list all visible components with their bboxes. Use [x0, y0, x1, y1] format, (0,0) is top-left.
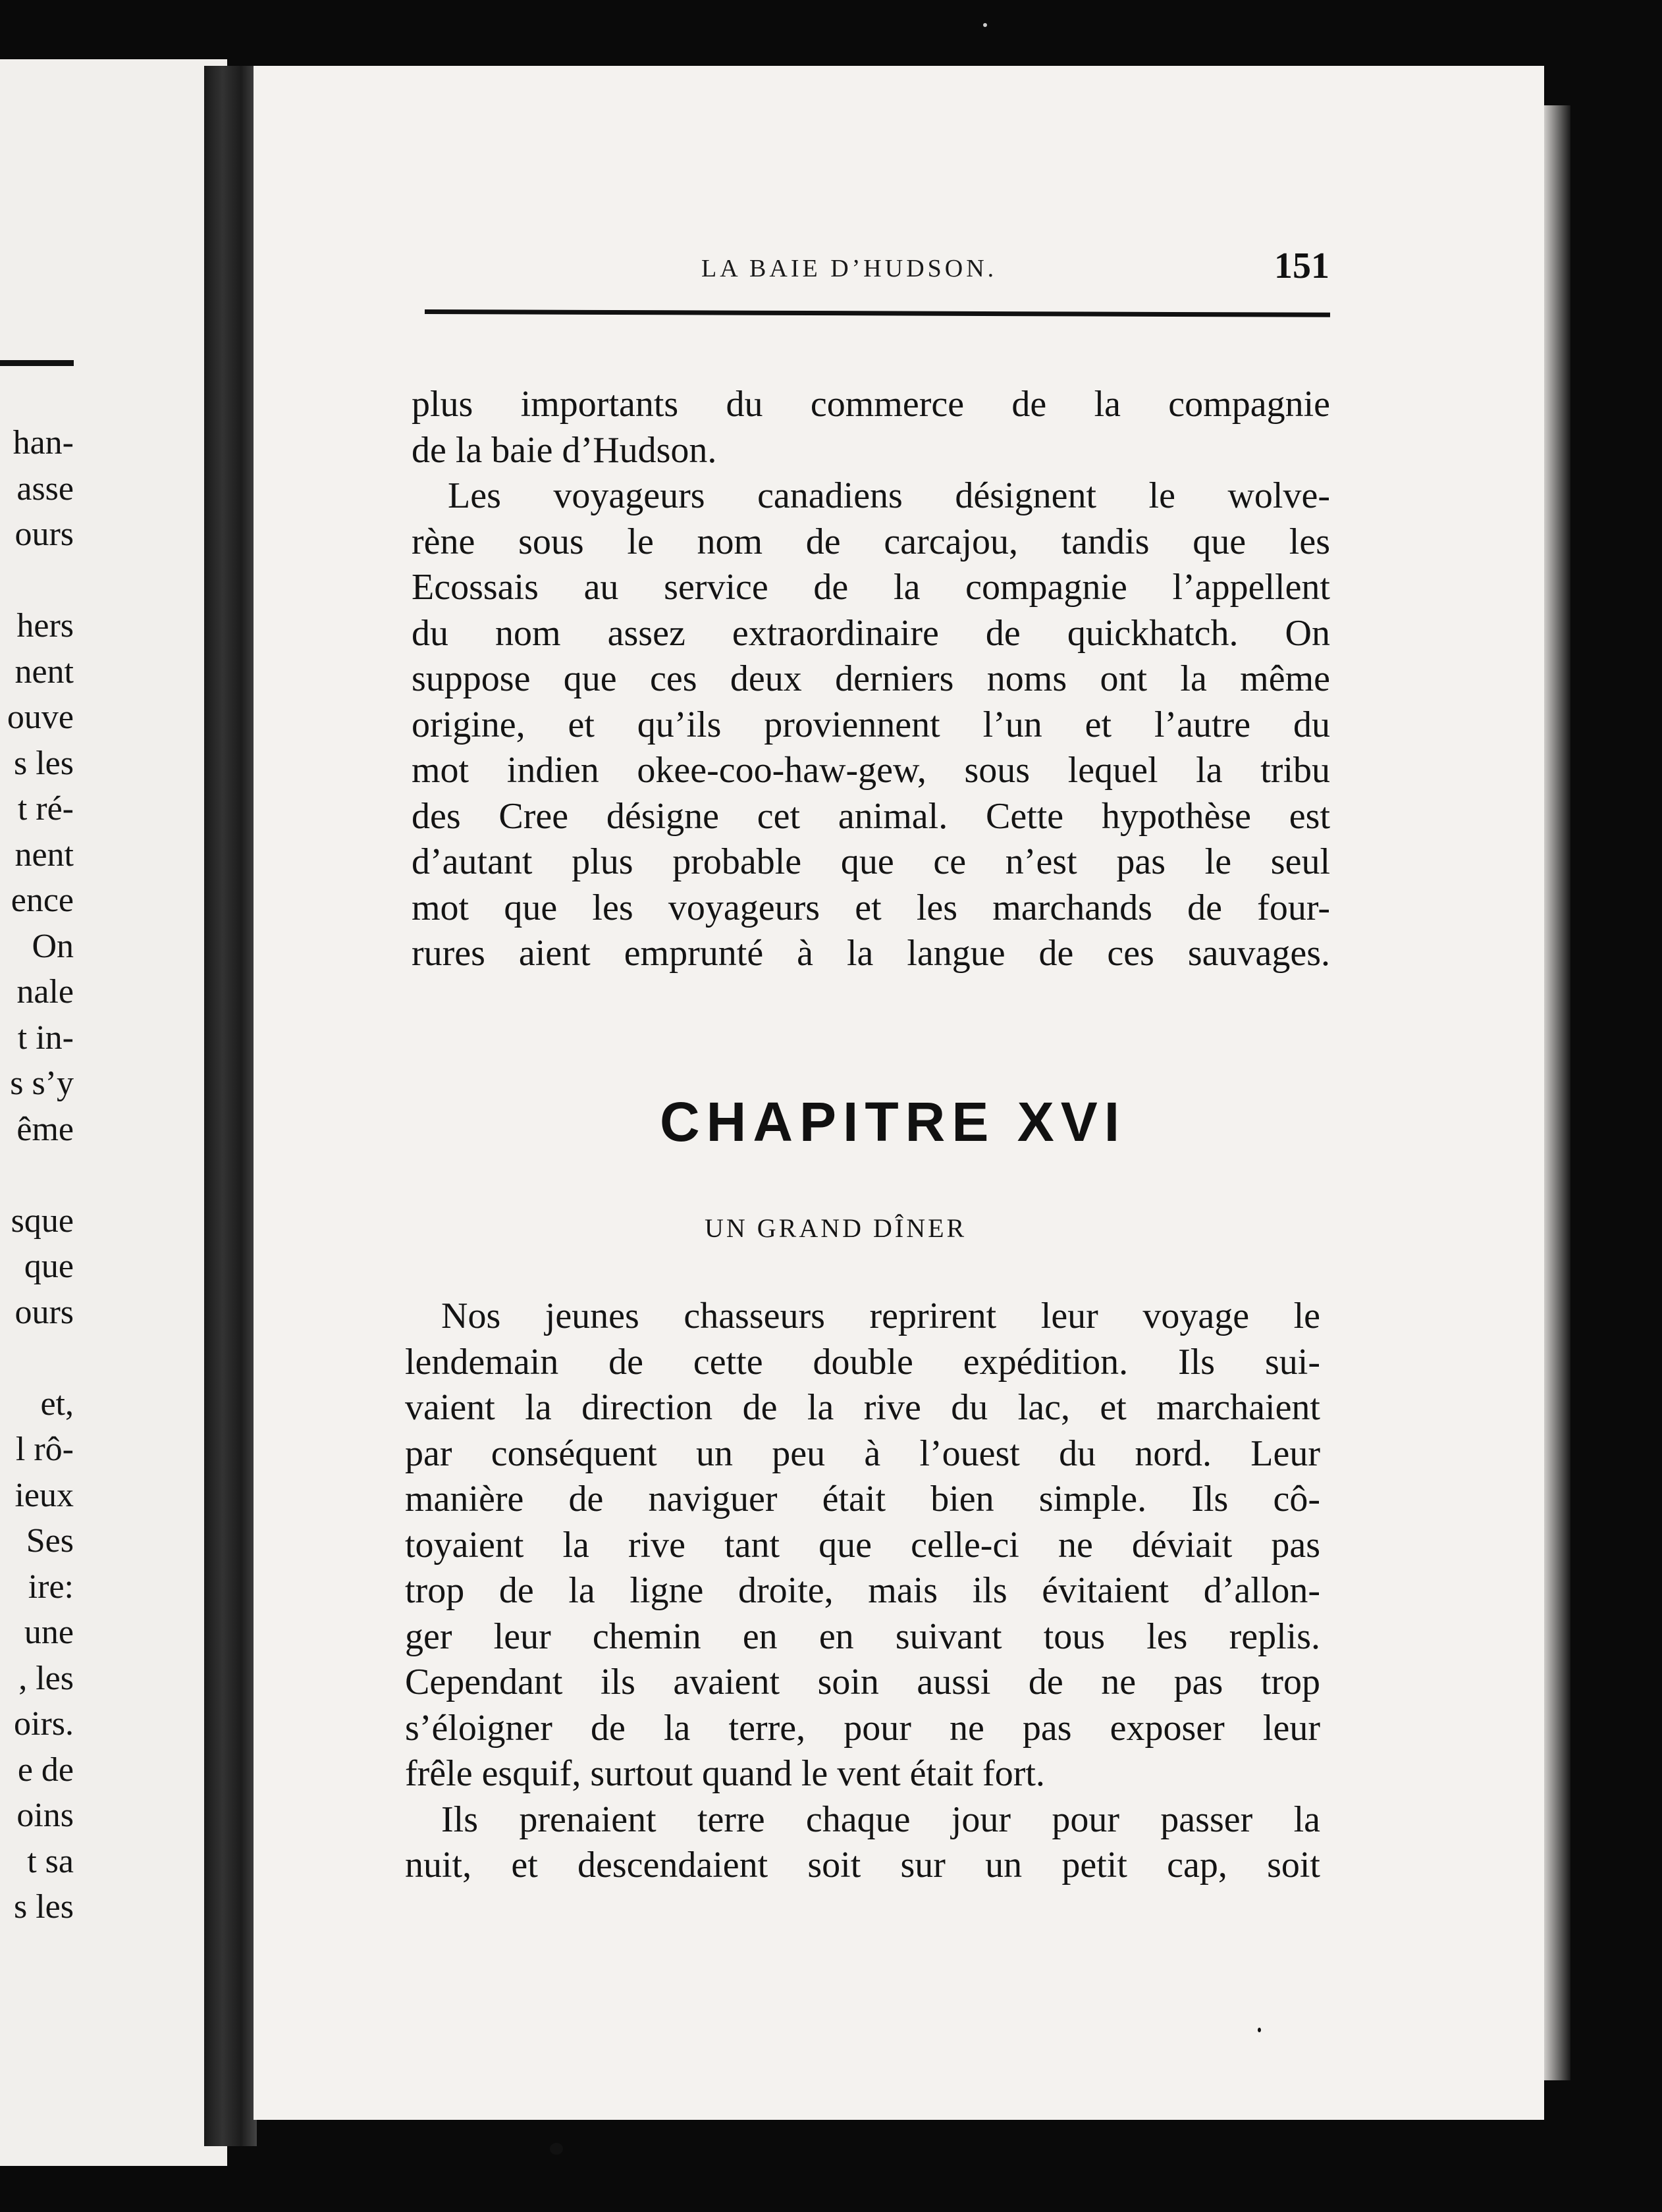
previous-page-line: Ses — [26, 1522, 74, 1560]
body-paragraphs-top — [412, 382, 1330, 977]
text-line: du nom assez extraordinaire de quickhatch. On — [412, 612, 1330, 654]
previous-page-line: ouve — [7, 698, 74, 736]
scan-speck — [983, 23, 987, 27]
previous-page-line: hers — [16, 607, 74, 645]
text-line: par conséquent un peu à l’ouest du nord. Leur — [405, 1433, 1320, 1474]
previous-page-line: e de — [17, 1751, 74, 1789]
previous-page-line — [0, 1152, 74, 1198]
previous-page-text — [0, 420, 74, 1930]
previous-page-line: ours — [14, 515, 74, 553]
previous-page-line: nent — [14, 835, 74, 874]
text-line: de la baie d’Hudson. — [412, 429, 717, 471]
previous-page-line: oins — [16, 1797, 74, 1834]
chapter-subtitle: UN GRAND DÎNER — [705, 1213, 967, 1243]
text-line: lendemain de cette double expédition. Ils sui- — [405, 1341, 1320, 1382]
previous-page-line: oirs. — [14, 1705, 74, 1743]
text-line: vaient la direction de la rive du lac, et marchaient — [405, 1387, 1320, 1428]
page-edge-shadow — [1544, 105, 1570, 2080]
text-line: trop de la ligne droite, mais ils évitaient d’allon- — [405, 1570, 1320, 1611]
text-line: Nos jeunes chasseurs reprirent leur voyage le — [441, 1296, 1320, 1336]
text-line: rures aient emprunté à la langue de ces sauvages. — [412, 933, 1330, 974]
body-paragraphs-chapter — [405, 1294, 1320, 1889]
text-line: Ils prenaient terre chaque jour pour passer la — [441, 1799, 1320, 1840]
previous-page-line: ours — [14, 1293, 74, 1331]
previous-page-line: ieux — [14, 1476, 74, 1514]
text-line: Les voyageurs canadiens désignent le wolve- — [448, 475, 1330, 516]
text-line: Ecossais au service de la compagnie l’appellent — [412, 567, 1330, 608]
text-line: s’éloigner de la terre, pour ne pas exposer leur — [405, 1707, 1320, 1749]
text-line: des Cree désigne cet animal. Cette hypothèse est — [412, 795, 1330, 837]
previous-page-line: ire: — [28, 1567, 74, 1606]
text-line: manière de naviguer était bien simple. Ils cô- — [405, 1479, 1320, 1519]
text-line: rène sous le nom de carcajou, tandis que les — [412, 521, 1330, 562]
book-gutter — [204, 66, 257, 2146]
text-line: mot que les voyageurs et les marchands de four- — [412, 887, 1330, 928]
scan-speck — [550, 2143, 563, 2155]
previous-page-line: s s’y — [10, 1065, 74, 1102]
previous-page-line: ême — [16, 1110, 74, 1148]
previous-page-line: s les — [14, 1888, 74, 1926]
previous-page-line: sque — [11, 1201, 74, 1240]
page-number: 151 — [1274, 246, 1329, 286]
previous-page-line: et, — [40, 1384, 74, 1423]
previous-page — [0, 59, 227, 2166]
previous-page-line: t ré- — [17, 790, 74, 828]
text-line: Cependant ils avaient soin aussi de ne pas trop — [405, 1662, 1320, 1702]
previous-page-line: t in- — [17, 1018, 74, 1057]
previous-page-line: s les — [14, 744, 74, 782]
previous-page-line — [0, 1335, 74, 1381]
previous-page-line: , les — [18, 1659, 74, 1697]
scan-speck — [1258, 2028, 1261, 2032]
text-line: plus importants du commerce de la compagnie — [412, 384, 1330, 425]
running-head: LA BAIE D’HUDSON. — [701, 255, 998, 282]
text-line: ger leur chemin en en suivant tous les replis. — [405, 1616, 1320, 1657]
previous-page-line — [0, 558, 74, 604]
previous-page-line: On — [32, 927, 74, 965]
previous-page-line: une — [24, 1614, 74, 1651]
text-line: mot indien okee-coo-haw-gew, sous lequel la tribu — [412, 750, 1330, 791]
text-line: nuit, et descendaient soit sur un petit cap, soit — [405, 1845, 1320, 1885]
previous-page-line: l rô- — [15, 1431, 74, 1468]
text-line: origine, et qu’ils proviennent l’un et l’autre du — [412, 704, 1330, 745]
previous-page-line: que — [24, 1248, 74, 1285]
previous-page-line: asse — [16, 469, 74, 508]
previous-page-line: t sa — [27, 1842, 74, 1880]
previous-page-line: ence — [11, 882, 74, 919]
text-line: d’autant plus probable que ce n’est pas le seul — [412, 841, 1330, 882]
previous-page-line: han- — [13, 424, 74, 461]
previous-page-line: nent — [14, 652, 74, 691]
text-line: frêle esquif, surtout quand le vent était fort. — [405, 1753, 1045, 1794]
text-line: toyaient la rive tant que celle-ci ne déviait pas — [405, 1524, 1320, 1566]
text-line: suppose que ces deux derniers noms ont la même — [412, 658, 1330, 699]
chapter-title: CHAPITRE XVI — [660, 1091, 1127, 1153]
previous-page-line: nale — [16, 973, 74, 1011]
previous-page-header-rule — [0, 360, 74, 366]
